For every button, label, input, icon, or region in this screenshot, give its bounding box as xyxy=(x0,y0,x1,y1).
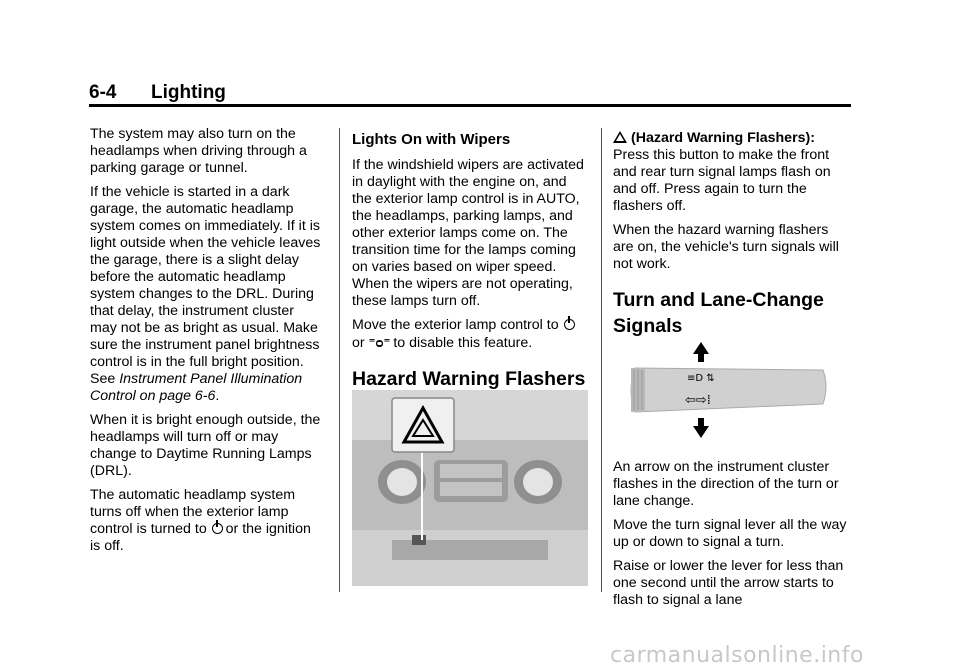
column-divider xyxy=(601,128,602,592)
column-1 xyxy=(90,126,324,562)
paragraph-text: to disable this feature. xyxy=(393,335,533,351)
header-rule xyxy=(89,104,851,107)
hazard-triangle-icon xyxy=(613,131,627,143)
paragraph-text: Press this button to make the front and rear turn signal lamps flash on and off. Press again to turn the flashers off. xyxy=(613,147,831,214)
exterior-lamp-off-icon xyxy=(564,319,575,330)
cross-reference: Instrument Panel Illumination Control on page 6-6 xyxy=(90,371,303,404)
paragraph: The system may also turn on the headlamps when driving through a parking garage or tunnel. xyxy=(90,126,307,176)
paragraph-text: or xyxy=(352,335,365,351)
section-heading: Turn and Lane-Change Signals xyxy=(613,289,824,337)
paragraph-text: or the ignition is off. xyxy=(90,521,311,554)
section-heading: Lights On with Wipers xyxy=(352,131,511,148)
section-title: Lighting xyxy=(151,82,226,103)
paragraph-text: The automatic headlamp system turns off when the exterior lamp control is turned to xyxy=(90,487,296,537)
paragraph-text: If the vehicle is started in a dark garage, the automatic headlamp system comes on immediately. If it is light outside when the vehicle leaves the garage, there is a slight delay before the automatic headlamp system changes to the DRL. During that delay, the instrument cluster may not be as bright as usual. Make sure the instrument panel brightness control is in the full bright position. See xyxy=(90,184,321,387)
paragraph: If the windshield wipers are activated in daylight with the engine on, and the exterior lamp control is in AUTO, the headlamps, parking lamps, and other exterior lamps come on. The transition time for the lamps coming on varies based on wiper speed. When the wipers are not operating, these lamps turn off. xyxy=(352,157,584,309)
paragraph xyxy=(352,317,586,352)
parking-lamp-icon: ⁼ᴑ⁼ xyxy=(368,335,391,350)
watermark: carmanualsonline.info xyxy=(610,643,864,668)
paragraph: Move the turn signal lever all the way up or down to signal a turn. xyxy=(613,517,847,550)
punctuation: . xyxy=(215,388,220,404)
paragraph: Raise or lower the lever for less than one second until the arrow starts to flash to signal a lane xyxy=(613,558,844,608)
paragraph xyxy=(613,130,847,215)
paragraph: An arrow on the instrument cluster flashes in the direction of the turn or lane change. xyxy=(613,459,839,509)
column-2 xyxy=(352,126,586,404)
section-heading: Hazard Warning Flashers xyxy=(352,368,586,390)
section-number: 6-4 xyxy=(89,82,117,103)
turn-signal-lever-illustration xyxy=(613,340,847,440)
dashboard-illustration xyxy=(352,390,588,586)
svg-text:≡D ⇅: ≡D ⇅ xyxy=(687,373,715,384)
paragraph: When it is bright enough outside, the headlamps will turn off or may change to Daytime Running Lamps (DRL). xyxy=(90,412,321,479)
paragraph xyxy=(90,184,324,405)
paragraph xyxy=(90,487,324,555)
exterior-lamp-off-icon xyxy=(212,523,223,534)
paragraph-text: Move the exterior lamp control to xyxy=(352,317,559,333)
svg-text:⇦⇨⁞: ⇦⇨⁞ xyxy=(685,393,711,408)
column-divider xyxy=(339,128,340,592)
paragraph: When the hazard warning flashers are on, the vehicle's turn signals will not work. xyxy=(613,222,839,272)
page-header xyxy=(89,82,851,108)
lever-illustration xyxy=(613,340,847,440)
hazard-button-illustration xyxy=(352,390,588,586)
term-label: (Hazard Warning Flashers): xyxy=(631,130,815,146)
